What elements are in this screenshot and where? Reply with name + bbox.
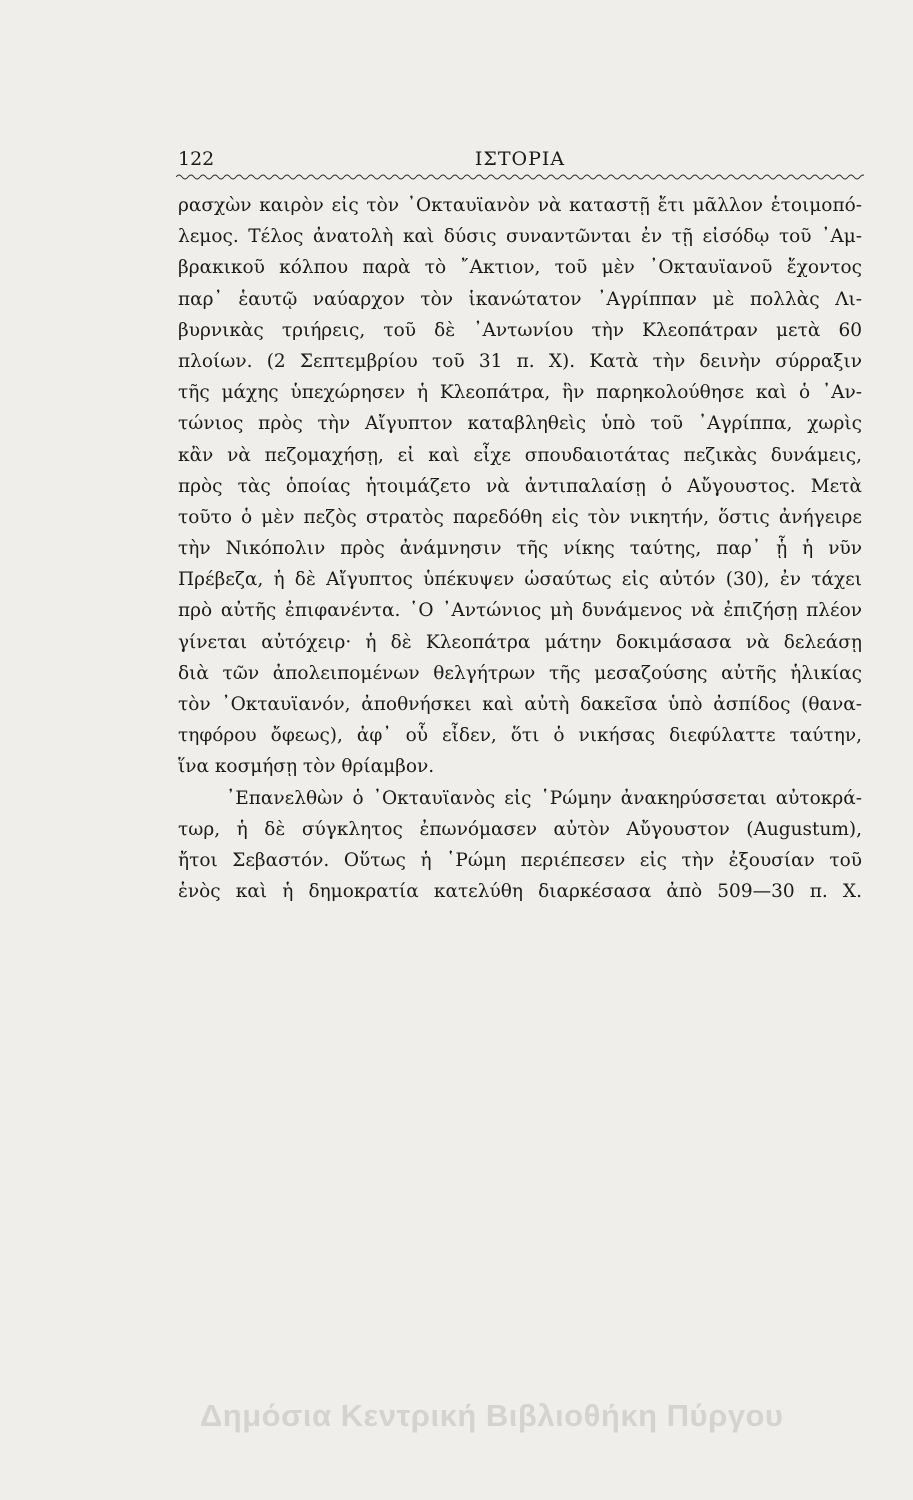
text-line: τῆς μάχης ὑπεχώρησεν ἡ Κλεοπάτρα, ἣν παρηκολούθησε καὶ ὁ ᾿Αν- (178, 382, 862, 404)
text-line: πρὸ αὐτῆς ἐπιφανέντα. ῾Ο ᾿Αντώνιος μὴ δυνάμενος νὰ ἐπιζήσῃ πλέον (178, 600, 862, 622)
paragraph-first-line: ᾿Επανελθὼν ὁ ᾿Οκταυϊανὸς εἰς ῾Ρώμην ἀνακηρύσσεται αὐτοκρά- (226, 787, 862, 809)
text-line: ρασχὼν καιρὸν εἰς τὸν ᾿Οκταυϊανὸν νὰ καταστῇ ἔτι μᾶλλον ἑτοιμοπό- (178, 195, 862, 216)
text-line: ἤτοι Σεβαστόν. Οὕτως ἡ ῾Ρώμη περιέπεσεν εἰς τὴν ἐξουσίαν τοῦ (178, 849, 862, 871)
text-line: βυρνικὰς τριήρεις, τοῦ δὲ ᾿Αντωνίου τὴν Κλεοπάτραν μετὰ 60 (178, 319, 862, 341)
text-line: τοῦτο ὁ μὲν πεζὸς στρατὸς παρεδόθη εἰς τὸν νικητήν, ὅστις ἀνήγειρε (178, 506, 862, 528)
body-text (178, 190, 862, 907)
text-line: τὴν Νικόπολιν πρὸς ἀνάμνησιν τῆς νίκης ταύτης, παρ᾿ ᾗ ἡ νῦν (178, 538, 862, 560)
text-line: γίνεται αὐτόχειρ· ἡ δὲ Κλεοπάτρα μάτην δοκιμάσασα νὰ δελεάσῃ (178, 631, 862, 653)
text-line: παρ᾿ ἑαυτῷ ναύαρχον τὸν ἱκανώτατον ᾿Αγρίππαν μὲ πολλὰς Λι- (178, 288, 862, 310)
library-watermark: Δημόσια Κεντρική Βιβλιοθήκη Πύργου (200, 1398, 784, 1433)
text-line: διὰ τῶν ἀπολειπομένων θελγήτρων τῆς μεσαζούσης αὐτῆς ἡλικίας (178, 662, 862, 684)
text-line: τηφόρου ὄφεως), ἀφ᾿ οὗ εἶδεν, ὅτι ὁ νικήσας διεφύλαττε ταύτην, (178, 725, 862, 747)
page-number: 122 (178, 148, 215, 170)
text-line: λεμος. Τέλος ἀνατολὴ καὶ δύσις συναντῶνται ἐν τῇ εἰσόδῳ τοῦ ᾿Αμ- (178, 226, 862, 248)
text-line: τωρ, ἡ δὲ σύγκλητος ἐπωνόμασεν αὐτὸν Αὔγουστον (Augustum), (178, 818, 862, 840)
text-line: τώνιος πρὸς τὴν Αἴγυπτον καταβληθεὶς ὑπὸ τοῦ ᾿Αγρίππα, χωρὶς (178, 413, 862, 435)
text-line: πλοίων. (2 Σεπτεμβρίου τοῦ 31 π. Χ). Κατὰ τὴν δεινὴν σύρραξιν (178, 350, 862, 372)
text-line: πρὸς τὰς ὁποίας ἡτοιμάζετο νὰ ἀντιπαλαίσῃ ὁ Αὔγουστος. Μετὰ (178, 475, 862, 497)
text-line: κἂν νὰ πεζομαχήσῃ, εἰ καὶ εἶχε σπουδαιοτάτας πεζικὰς δυνάμεις, (178, 444, 862, 466)
text-line: βρακικοῦ κόλπου παρὰ τὸ ῎Ακτιον, τοῦ μὲν ᾿Οκταυϊανοῦ ἔχοντος (178, 257, 862, 279)
running-title: ΙΣΤΟΡΙΑ (474, 148, 566, 170)
text-line: ἑνὸς καὶ ἡ δημοκρατία κατελύθη διαρκέσασα ἀπὸ 509—30 π. Χ. (178, 881, 862, 903)
text-line: ἵνα κοσμήσῃ τὸν θρίαμβον. (178, 756, 435, 778)
page-header (178, 148, 862, 172)
text-line: Πρέβεζα, ἡ δὲ Αἴγυπτος ὑπέκυψεν ὡσαύτως εἰς αὐτόν (30), ἐν τάχει (178, 569, 862, 591)
wavy-header-rule (176, 172, 864, 182)
text-line: τὸν ᾿Οκταυϊανόν, ἀποθνήσκει καὶ αὐτὴ δακεῖσα ὑπὸ ἀσπίδος (θανα- (178, 694, 862, 715)
